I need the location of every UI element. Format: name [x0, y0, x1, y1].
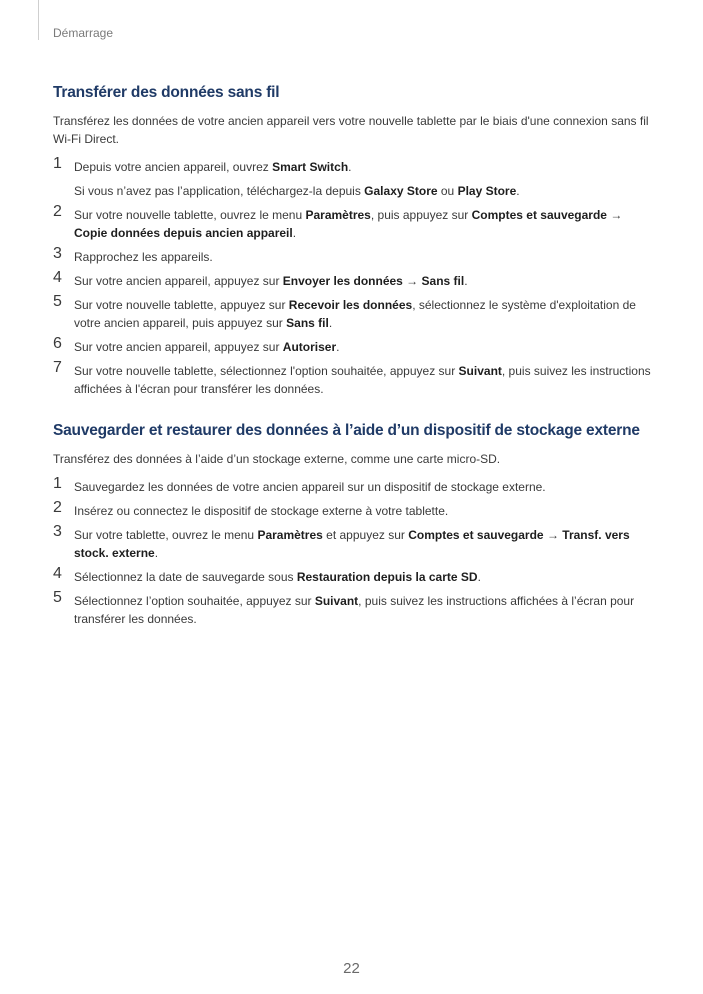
step-number: 2	[53, 203, 62, 220]
step-text	[74, 570, 481, 584]
section-title: Transférer des données sans fil	[53, 84, 280, 101]
step-item	[53, 475, 653, 496]
step-item	[53, 499, 653, 520]
ui-label: Suivant	[458, 364, 502, 378]
arrow-separator: →	[606, 208, 623, 222]
step-item	[53, 565, 653, 586]
arrow-separator: →	[543, 528, 563, 542]
step-item	[53, 245, 653, 266]
ui-label: Play Store	[457, 184, 517, 198]
step-text-segment: , puis suivez les instructions affichées à l’écran pour transférer les données.	[74, 594, 635, 626]
page-content	[53, 82, 653, 634]
step-text-segment: .	[464, 274, 468, 288]
step-item	[53, 293, 653, 332]
step-item	[53, 269, 653, 290]
step-text: Rapprochez les appareils.	[74, 250, 213, 264]
step-item	[53, 359, 653, 398]
section-header-label: Démarrage	[53, 26, 114, 40]
ui-label: Comptes et sauvegarde	[471, 208, 607, 222]
step-number: 6	[53, 335, 62, 352]
step-text-segment: .	[336, 340, 340, 354]
ui-label: Envoyer les données	[282, 274, 403, 288]
step-item	[53, 335, 653, 356]
step-text-segment: Sur votre ancien appareil, appuyez sur	[74, 274, 283, 288]
ui-label: Recevoir les données	[288, 298, 413, 312]
step-item	[53, 203, 653, 242]
step-number: 7	[53, 359, 62, 376]
step-text	[74, 594, 634, 626]
step-text-segment: .	[516, 184, 520, 198]
step-number: 4	[53, 565, 62, 582]
step-text	[74, 274, 468, 288]
step-text-segment: Sur votre tablette, ouvrez le menu	[74, 528, 258, 542]
step-number: 5	[53, 293, 62, 310]
ui-label: Copie données depuis ancien appareil	[74, 226, 293, 240]
step-text-segment: ou	[437, 184, 458, 198]
step-text-segment: Si vous n’avez pas l’application, téléchargez-la depuis	[74, 184, 365, 198]
section-intro: Transférez les données de votre ancien appareil vers votre nouvelle tablette par le biais d'une connexion sans fil Wi-Fi Direct.	[53, 114, 649, 146]
ui-label: Restauration depuis la carte SD	[296, 570, 478, 584]
step-text-segment: et appuyez sur	[322, 528, 409, 542]
section-intro: Transférez des données à l’aide d’un stockage externe, comme une carte micro-SD.	[53, 452, 501, 466]
step-text	[74, 208, 622, 240]
step-number: 1	[53, 475, 62, 492]
step-text-segment: Depuis votre ancien appareil, ouvrez	[74, 160, 273, 174]
step-text	[74, 340, 339, 354]
step-text-segment: .	[154, 546, 159, 560]
ui-label: Comptes et sauvegarde	[408, 528, 544, 542]
step-text-segment: Sur votre nouvelle tablette, appuyez sur	[74, 298, 289, 312]
step-text	[74, 160, 352, 174]
ui-label: Galaxy Store	[364, 184, 438, 198]
step-text-segment: Sélectionnez la date de sauvegarde sous	[74, 570, 297, 584]
step-number: 4	[53, 269, 62, 286]
step-text-segment: , puis suivez les instructions affichées à l'écran pour transférer les données.	[74, 364, 651, 396]
step-text: Insérez ou connectez le dispositif de stockage externe à votre tablette.	[74, 504, 449, 518]
ui-label: Smart Switch	[272, 160, 349, 174]
ui-label: Paramètres	[257, 528, 323, 542]
step-note	[74, 182, 653, 200]
step-text-segment: , puis appuyez sur	[370, 208, 472, 222]
ui-label: Suivant	[314, 594, 359, 608]
step-number: 2	[53, 499, 62, 516]
step-text-segment: .	[477, 570, 481, 584]
steps-list	[53, 475, 653, 628]
step-text-segment: Sur votre ancien appareil, appuyez sur	[74, 340, 283, 354]
step-text-segment: Sélectionnez l’option souhaitée, appuyez sur	[74, 594, 315, 608]
ui-label: Sans fil	[421, 274, 465, 288]
step-item	[53, 155, 653, 200]
step-text-segment: Sur votre nouvelle tablette, ouvrez le menu	[74, 208, 306, 222]
step-item	[53, 589, 653, 628]
step-text-segment: .	[348, 160, 352, 174]
step-item	[53, 523, 653, 562]
step-number: 1	[53, 155, 62, 172]
step-text-segment: , sélectionnez le système d'exploitation de votre ancien appareil, puis appuyez sur	[74, 298, 636, 330]
section-external-storage	[53, 420, 653, 628]
step-text: Sauvegardez les données de votre ancien appareil sur un dispositif de stockage externe.	[74, 480, 546, 494]
step-text	[74, 298, 636, 330]
step-number: 5	[53, 589, 62, 606]
step-number: 3	[53, 245, 62, 262]
step-text-segment: Sur votre nouvelle tablette, sélectionnez l'option souhaitée, appuyez sur	[74, 364, 459, 378]
section-title: Sauvegarder et restaurer des données à l’aide d’un dispositif de stockage externe	[53, 422, 640, 439]
step-text	[74, 528, 630, 560]
section-wireless-transfer	[53, 82, 653, 398]
step-text-segment: .	[328, 316, 333, 330]
header-divider	[38, 0, 39, 40]
step-text-segment: .	[292, 226, 297, 240]
steps-list	[53, 155, 653, 398]
arrow-separator: →	[402, 274, 422, 288]
step-text	[74, 364, 651, 396]
ui-label: Autoriser	[282, 340, 337, 354]
step-number: 3	[53, 523, 62, 540]
ui-label: Sans fil	[286, 316, 329, 330]
page-number: 22	[343, 960, 360, 977]
ui-label: Transf. vers stock. externe	[74, 528, 630, 560]
ui-label: Paramètres	[305, 208, 371, 222]
